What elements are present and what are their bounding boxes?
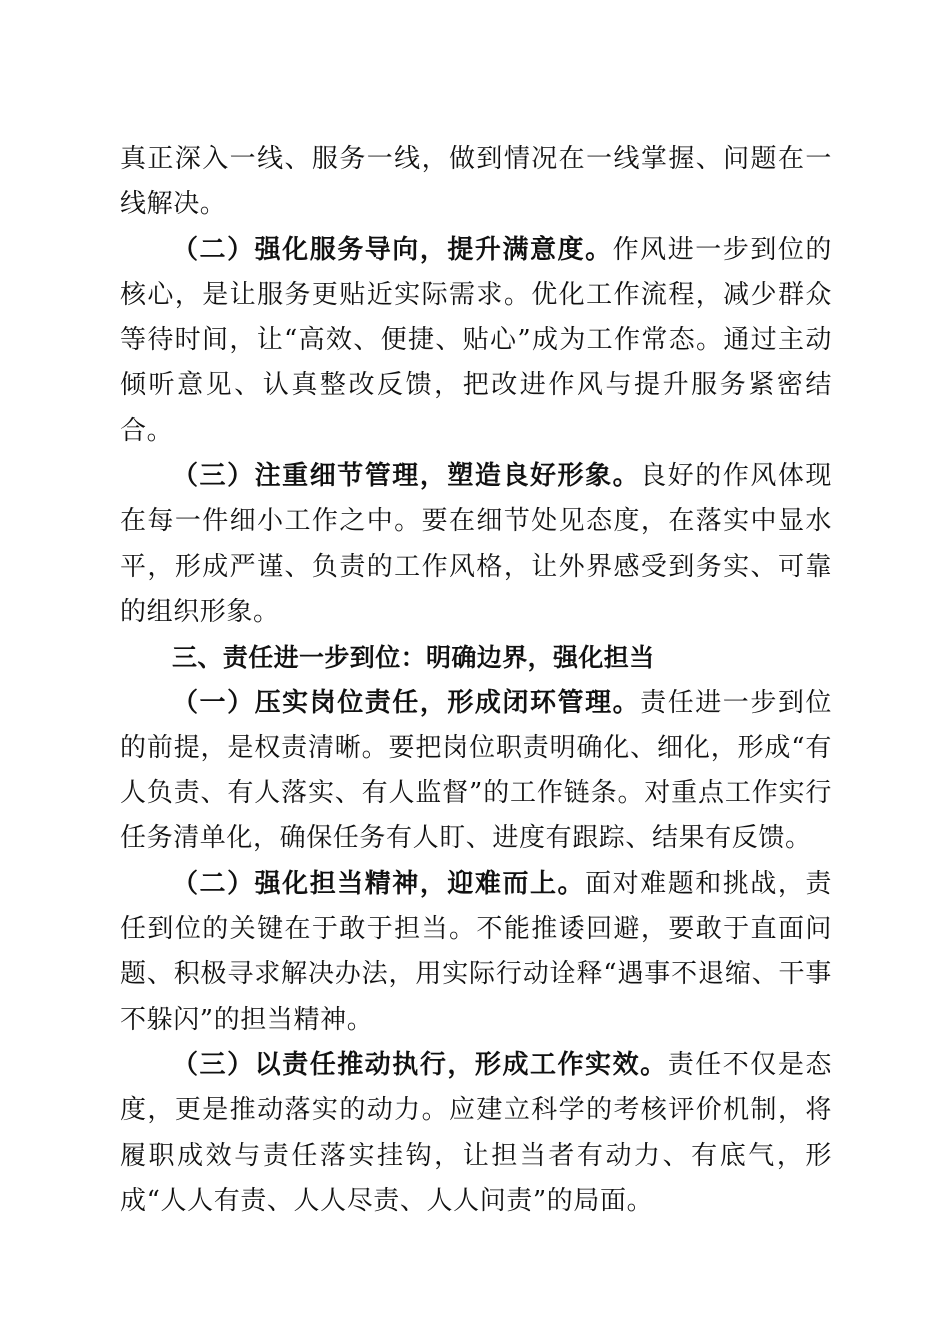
paragraph-text: 作风进一步到位的核心，是让服务更贴近实际需求。优化工作流程，减少群众等待时间，让“高效、便捷、贴心”成为工作常态。通过主动倾听意见、认真整改反馈，把改进作风与提升服务紧密结合。 — [120, 234, 832, 446]
paragraph-text: 良好的作风体现在每一件细小工作之中。要在细节处见态度，在落实中显水平，形成严谨、负责的工作风格，让外界感受到务实、可靠的组织形象。 — [120, 461, 833, 627]
section-heading: 三、责任进一步到位：明确边界，强化担当 — [172, 643, 655, 673]
paragraph-lead: （二）强化担当精神，迎难而上。 — [172, 868, 586, 899]
paragraph-job-responsibility — [120, 681, 832, 862]
paragraph-responsibility-spirit — [120, 862, 832, 1043]
paragraph-lead: （三）注重细节管理，塑造良好形象。 — [172, 461, 641, 492]
paragraph-text: 真正深入一线、服务一线，做到情况在一线掌握、问题在一线解决。 — [120, 144, 832, 220]
paragraph-continuation — [120, 137, 832, 228]
paragraph-lead: （二）强化服务导向，提升满意度。 — [172, 234, 613, 265]
document-body — [120, 137, 832, 1224]
paragraph-detail-management — [120, 454, 832, 635]
paragraph-lead: （一）压实岗位责任，形成闭环管理。 — [172, 687, 641, 718]
paragraph-lead: （三）以责任推动执行，形成工作实效。 — [172, 1049, 668, 1080]
paragraph-text: 面对难题和挑战，责任到位的关键在于敢于担当。不能推诿回避，要敢于直面问题、积极寻求解决办法，用实际行动诠释“遇事不退缩、干事不躲闪”的担当精神。 — [120, 868, 832, 1035]
paragraph-service-orientation — [120, 228, 832, 454]
paragraph-responsibility-execution — [120, 1043, 832, 1224]
paragraph-text: 责任进一步到位的前提，是权责清晰。要把岗位职责明确化、细化，形成“有人负责、有人落实、有人监督”的工作链条。对重点工作实行任务清单化，确保任务有人盯、进度有跟踪、结果有反馈。 — [120, 687, 833, 854]
paragraph-text: 责任不仅是态度，更是推动落实的动力。应建立科学的考核评价机制，将履职成效与责任落实挂钩，让担当者有动力、有底气，形成“人人有责、人人尽责、人人问责”的局面。 — [120, 1049, 832, 1216]
